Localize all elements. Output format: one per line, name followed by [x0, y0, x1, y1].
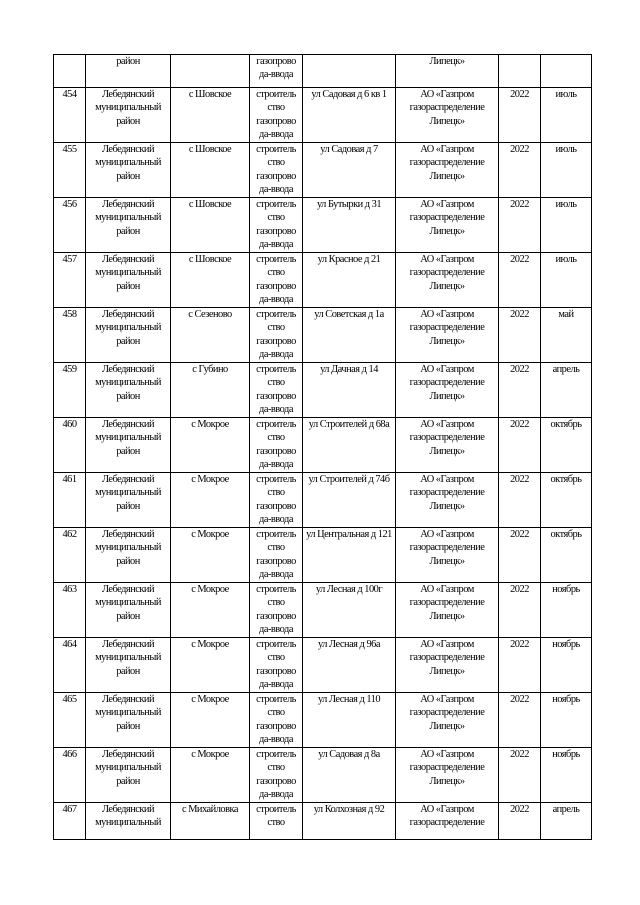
district-cell: Лебедянский муниципальный район [86, 473, 171, 528]
village-cell: с Мокрое [171, 693, 250, 748]
table-row [54, 638, 592, 693]
table-row [54, 528, 592, 583]
year-cell: 2022 [499, 308, 541, 363]
village-cell: с Шовское [171, 88, 250, 143]
work-type-cell: строитель ство газопрово да-ввода [250, 638, 303, 693]
year-cell: 2022 [499, 88, 541, 143]
month-cell: июль [541, 253, 592, 308]
row-number: 465 [54, 693, 86, 748]
district-cell: Лебедянский муниципальный район [86, 363, 171, 418]
month-cell: октябрь [541, 473, 592, 528]
work-type-cell: строитель ство газопрово да-ввода [250, 748, 303, 803]
table-row [54, 583, 592, 638]
address-cell: ул Дачная д 14 [303, 363, 396, 418]
address-cell: ул Центральная д 121 [303, 528, 396, 583]
month-cell [541, 55, 592, 88]
work-type-cell: строитель ство газопрово да-ввода [250, 363, 303, 418]
year-cell: 2022 [499, 693, 541, 748]
village-cell: с Шовское [171, 198, 250, 253]
row-number: 458 [54, 308, 86, 363]
organization-cell: Липецк» [396, 55, 499, 88]
month-cell: октябрь [541, 528, 592, 583]
year-cell: 2022 [499, 748, 541, 803]
organization-cell: АО «Газпром газораспределение Липецк» [396, 143, 499, 198]
address-cell: ул Садовая д 7 [303, 143, 396, 198]
row-number: 461 [54, 473, 86, 528]
month-cell: июль [541, 198, 592, 253]
work-type-cell: газопрово да-ввода [250, 55, 303, 88]
table-row [54, 418, 592, 473]
district-cell: Лебедянский муниципальный район [86, 198, 171, 253]
year-cell [499, 55, 541, 88]
district-cell: Лебедянский муниципальный район [86, 748, 171, 803]
table-row [54, 55, 592, 88]
village-cell: с Сезеново [171, 308, 250, 363]
address-cell: ул Садовая д 8а [303, 748, 396, 803]
month-cell: май [541, 308, 592, 363]
year-cell: 2022 [499, 363, 541, 418]
address-cell: ул Лесная д 110 [303, 693, 396, 748]
organization-cell: АО «Газпром газораспределение Липецк» [396, 638, 499, 693]
row-number: 456 [54, 198, 86, 253]
organization-cell: АО «Газпром газораспределение Липецк» [396, 473, 499, 528]
table-row [54, 88, 592, 143]
work-type-cell: строитель ство газопрово да-ввода [250, 693, 303, 748]
organization-cell: АО «Газпром газораспределение Липецк» [396, 748, 499, 803]
year-cell: 2022 [499, 198, 541, 253]
year-cell: 2022 [499, 253, 541, 308]
address-cell: ул Лесная д 96а [303, 638, 396, 693]
organization-cell: АО «Газпром газораспределение Липецк» [396, 88, 499, 143]
month-cell: ноябрь [541, 583, 592, 638]
address-cell: ул Строителей д 68а [303, 418, 396, 473]
row-number: 459 [54, 363, 86, 418]
village-cell: с Шовское [171, 143, 250, 198]
address-cell: ул Красное д 21 [303, 253, 396, 308]
year-cell: 2022 [499, 473, 541, 528]
row-number: 454 [54, 88, 86, 143]
month-cell: апрель [541, 363, 592, 418]
organization-cell: АО «Газпром газораспределение Липецк» [396, 528, 499, 583]
village-cell: с Мокрое [171, 473, 250, 528]
table-row [54, 748, 592, 803]
table-row [54, 803, 592, 840]
village-cell: с Мокрое [171, 528, 250, 583]
month-cell: ноябрь [541, 693, 592, 748]
address-cell: ул Колхозная д 92 [303, 803, 396, 840]
row-number: 463 [54, 583, 86, 638]
work-type-cell: строитель ство газопрово да-ввода [250, 308, 303, 363]
work-type-cell: строитель ство газопрово да-ввода [250, 418, 303, 473]
table-row [54, 143, 592, 198]
village-cell: с Мокрое [171, 638, 250, 693]
organization-cell: АО «Газпром газораспределение Липецк» [396, 693, 499, 748]
village-cell: с Мокрое [171, 583, 250, 638]
organization-cell: АО «Газпром газораспределение Липецк» [396, 583, 499, 638]
month-cell: ноябрь [541, 638, 592, 693]
gasification-schedule-table [53, 54, 592, 840]
year-cell: 2022 [499, 528, 541, 583]
work-type-cell: строитель ство газопрово да-ввода [250, 88, 303, 143]
row-number: 455 [54, 143, 86, 198]
table-row [54, 363, 592, 418]
work-type-cell: строитель ство [250, 803, 303, 840]
work-type-cell: строитель ство газопрово да-ввода [250, 253, 303, 308]
organization-cell: АО «Газпром газораспределение Липецк» [396, 253, 499, 308]
month-cell: апрель [541, 803, 592, 840]
address-cell: ул Советская д 1а [303, 308, 396, 363]
district-cell: Лебедянский муниципальный район [86, 693, 171, 748]
district-cell: Лебедянский муниципальный район [86, 418, 171, 473]
work-type-cell: строитель ство газопрово да-ввода [250, 473, 303, 528]
year-cell: 2022 [499, 418, 541, 473]
district-cell: Лебедянский муниципальный район [86, 528, 171, 583]
row-number: 467 [54, 803, 86, 840]
row-number [54, 55, 86, 88]
district-cell: Лебедянский муниципальный район [86, 88, 171, 143]
district-cell: Лебедянский муниципальный район [86, 253, 171, 308]
work-type-cell: строитель ство газопрово да-ввода [250, 528, 303, 583]
work-type-cell: строитель ство газопрово да-ввода [250, 143, 303, 198]
village-cell: с Шовское [171, 253, 250, 308]
district-cell: Лебедянский муниципальный район [86, 308, 171, 363]
district-cell: Лебедянский муниципальный [86, 803, 171, 840]
table-row [54, 253, 592, 308]
month-cell: июль [541, 88, 592, 143]
row-number: 466 [54, 748, 86, 803]
table-row [54, 693, 592, 748]
address-cell: ул Садовая д 6 кв 1 [303, 88, 396, 143]
table-body [54, 55, 592, 840]
district-cell: Лебедянский муниципальный район [86, 583, 171, 638]
year-cell: 2022 [499, 638, 541, 693]
village-cell: с Мокрое [171, 418, 250, 473]
organization-cell: АО «Газпром газораспределение [396, 803, 499, 840]
year-cell: 2022 [499, 143, 541, 198]
table-row [54, 473, 592, 528]
row-number: 462 [54, 528, 86, 583]
month-cell: ноябрь [541, 748, 592, 803]
address-cell [303, 55, 396, 88]
month-cell: июль [541, 143, 592, 198]
table-row [54, 198, 592, 253]
month-cell: октябрь [541, 418, 592, 473]
village-cell [171, 55, 250, 88]
year-cell: 2022 [499, 583, 541, 638]
table-row [54, 308, 592, 363]
organization-cell: АО «Газпром газораспределение Липецк» [396, 198, 499, 253]
organization-cell: АО «Газпром газораспределение Липецк» [396, 363, 499, 418]
district-cell: Лебедянский муниципальный район [86, 143, 171, 198]
row-number: 457 [54, 253, 86, 308]
address-cell: ул Бутырки д 31 [303, 198, 396, 253]
year-cell: 2022 [499, 803, 541, 840]
row-number: 460 [54, 418, 86, 473]
address-cell: ул Строителей д 74б [303, 473, 396, 528]
village-cell: с Мокрое [171, 748, 250, 803]
address-cell: ул Лесная д 100г [303, 583, 396, 638]
organization-cell: АО «Газпром газораспределение Липецк» [396, 418, 499, 473]
work-type-cell: строитель ство газопрово да-ввода [250, 198, 303, 253]
village-cell: с Губино [171, 363, 250, 418]
organization-cell: АО «Газпром газораспределение Липецк» [396, 308, 499, 363]
district-cell: Лебедянский муниципальный район [86, 638, 171, 693]
district-cell: район [86, 55, 171, 88]
work-type-cell: строитель ство газопрово да-ввода [250, 583, 303, 638]
village-cell: с Михайловка [171, 803, 250, 840]
row-number: 464 [54, 638, 86, 693]
